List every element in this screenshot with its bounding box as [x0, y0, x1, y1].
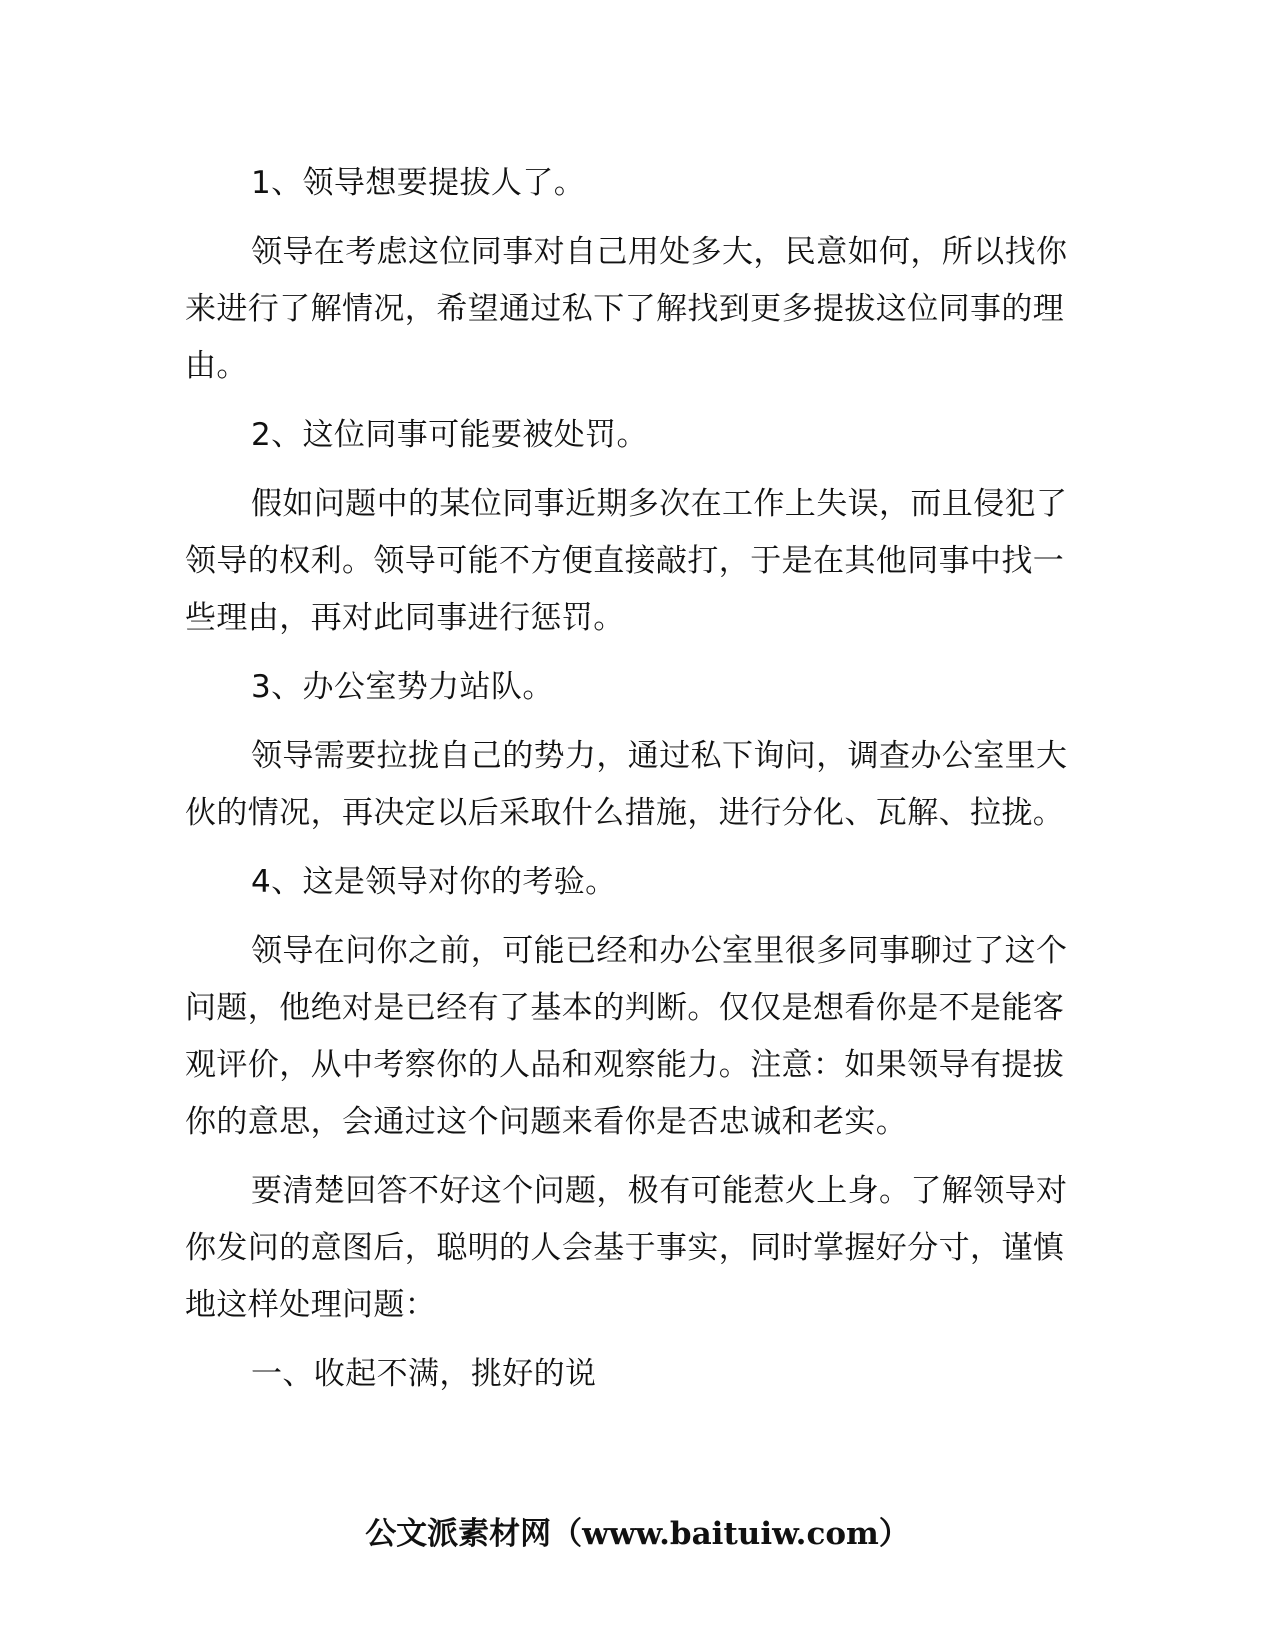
body-paragraph: 领导在问你之前，可能已经和办公室里很多同事聊过了这个问题，他绝对是已经有了基本的判断。仅仅是想看你是不是能客观评价，从中考察你的人品和观察能力。注意：如果领导有提拔你的意思，会通过这个问题来看你是否忠诚和老实。 [185, 933, 1068, 1140]
heading-item-4: 4、这是领导对你的考验。 [251, 864, 617, 900]
heading-item-3: 3、办公室势力站队。 [251, 669, 554, 705]
document-body [185, 155, 1095, 1415]
section-heading: 一、收起不满，挑好的说 [251, 1356, 597, 1392]
body-paragraph: 要清楚回答不好这个问题，极有可能惹火上身。了解领导对你发问的意图后，聪明的人会基于事实，同时掌握好分寸，谨慎地这样处理问题： [185, 1173, 1068, 1323]
heading-item-1: 1、领导想要提拔人了。 [251, 165, 586, 201]
body-paragraph: 假如问题中的某位同事近期多次在工作上失误，而且侵犯了领导的权利。领导可能不方便直接敲打，于是在其他同事中找一些理由，再对此同事进行惩罚。 [185, 486, 1068, 636]
body-paragraph: 领导需要拉拢自己的势力，通过私下询问，调查办公室里大伙的情况，再决定以后采取什么措施，进行分化、瓦解、拉拢。 [185, 738, 1068, 831]
body-paragraph: 领导在考虑这位同事对自己用处多大，民意如何，所以找你来进行了解情况，希望通过私下了解找到更多提拔这位同事的理由。 [185, 234, 1068, 384]
page-footer-watermark: 公文派素材网（www.baituiw.com） [365, 1516, 910, 1552]
heading-item-2: 2、这位同事可能要被处罚。 [251, 417, 648, 453]
